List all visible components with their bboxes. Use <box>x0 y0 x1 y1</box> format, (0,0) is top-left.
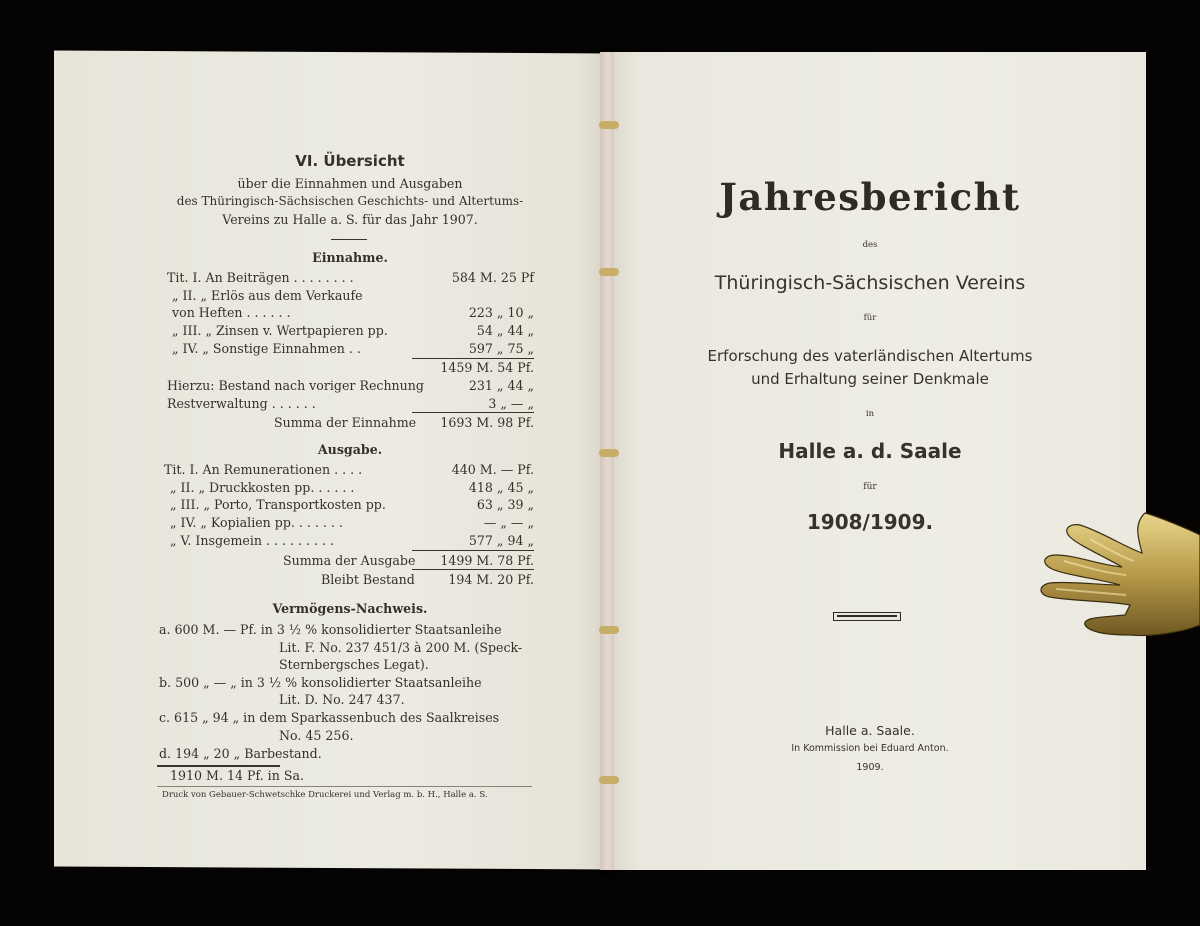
row-value: — „ — „ <box>483 515 534 530</box>
binding-stitch <box>599 121 619 129</box>
einnahme-heading: Einnahme. <box>312 250 388 265</box>
row-value: 3 „ — „ <box>488 396 534 411</box>
row-label: Tit. I. An Remunerationen . . . . <box>164 462 363 477</box>
vermoegen-line: Sternbergsches Legat). <box>279 657 429 672</box>
vermoegen-total: 1910 M. 14 Pf. in Sa. <box>170 768 304 783</box>
bestand-value: 194 M. 20 Pf. <box>448 572 534 587</box>
vermoegen-heading: Vermögens-Nachweis. <box>272 601 428 616</box>
left-book-page <box>54 51 610 870</box>
binding-stitch <box>599 776 619 784</box>
footer-rule <box>157 786 532 787</box>
row-value: 231 „ 44 „ <box>468 378 534 393</box>
intro-line: Vereins zu Halle a. S. für das Jahr 1907. <box>222 212 478 227</box>
vermoegen-line: No. 45 256. <box>279 728 354 743</box>
row-value: 223 „ 10 „ <box>468 305 534 320</box>
purpose-line: und Erhaltung seiner Denkmale <box>751 370 989 388</box>
vermoegen-line: c. 615 „ 94 „ in dem Sparkassenbuch des Saalkreises <box>159 710 500 725</box>
purpose-line: Erforschung des vaterländischen Altertums <box>707 347 1033 365</box>
row-label: „ II. „ Erlös aus dem Verkaufe <box>172 288 363 303</box>
sum-rule <box>412 358 534 359</box>
section-heading: VI. Übersicht <box>295 152 405 170</box>
row-label: „ IV. „ Kopialien pp. . . . . . . <box>170 515 343 530</box>
row-label: „ IV. „ Sonstige Einnahmen . . <box>172 341 361 356</box>
des-word: des <box>862 240 878 250</box>
fuer-word: für <box>863 313 877 323</box>
row-value: 597 „ 75 „ <box>468 341 534 356</box>
row-label: von Heften . . . . . . <box>172 305 291 320</box>
row-value: 418 „ 45 „ <box>468 480 534 495</box>
row-label: Restverwaltung . . . . . . <box>167 396 316 411</box>
vereins-name: Thüringisch-Sächsischen Vereins <box>714 272 1026 294</box>
printer-footer: Druck von Gebauer-Schwetschke Druckerei und Verlag m. b. H., Halle a. S. <box>162 790 488 800</box>
row-value: 584 M. 25 Pf <box>451 270 534 285</box>
summa-value: 1693 M. 98 Pf. <box>440 415 534 430</box>
binding-stitch <box>599 626 619 634</box>
bestand-label: Bleibt Bestand <box>321 572 415 587</box>
row-value: 577 „ 94 „ <box>468 533 534 548</box>
row-value: 54 „ 44 „ <box>476 323 534 338</box>
summa-label: Summa der Ausgabe <box>283 553 416 568</box>
row-label: Hierzu: Bestand nach voriger Rechnung <box>167 378 424 393</box>
vermoegen-line: a. 600 M. — Pf. in 3 ½ % konsolidierter Staatsanleihe <box>159 622 502 637</box>
subtotal-value: 1459 M. 54 Pf. <box>440 360 534 375</box>
summa-value: 1499 M. 78 Pf. <box>440 553 534 568</box>
row-value: 440 M. — Pf. <box>451 462 534 477</box>
years: 1908/1909. <box>806 510 934 534</box>
vermoegen-line: Lit. D. No. 247 437. <box>279 692 405 707</box>
page-title: Jahresbericht <box>719 175 1021 219</box>
intro-line: über die Einnahmen und Ausgaben <box>237 176 463 191</box>
city-name: Halle a. d. Saale <box>778 439 962 463</box>
row-label: Tit. I. An Beiträgen . . . . . . . . <box>167 270 354 285</box>
vermoegen-line: b. 500 „ — „ in 3 ½ % konsolidierter Staatsanleihe <box>159 675 482 690</box>
row-label: „ III. „ Zinsen v. Wertpapieren pp. <box>172 323 388 338</box>
imprint-year: 1909. <box>856 762 884 773</box>
imprint-commission: In Kommission bei Eduard Anton. <box>791 743 949 754</box>
sum-rule <box>412 412 534 413</box>
fuer-word: für <box>863 482 877 492</box>
imprint-city: Halle a. Saale. <box>825 723 915 738</box>
vermoegen-line: d. 194 „ 20 „ Barbestand. <box>159 746 322 761</box>
ornament-rule <box>833 612 901 621</box>
sum-rule <box>412 550 534 551</box>
ausgabe-heading: Ausgabe. <box>317 442 383 457</box>
brass-hand-paperweight <box>1030 505 1200 650</box>
intro-line: des Thüringisch-Sächsischen Geschichts- und Altertums- <box>176 194 524 208</box>
sum-rule <box>157 765 280 767</box>
sum-rule <box>412 569 534 570</box>
in-word: in <box>865 409 875 419</box>
row-value: 63 „ 39 „ <box>476 497 534 512</box>
row-label: „ II. „ Druckkosten pp. . . . . . <box>170 480 355 495</box>
summa-label: Summa der Einnahme <box>274 415 417 430</box>
divider <box>331 239 367 240</box>
vermoegen-line: Lit. F. No. 237 451/3 à 200 M. (Speck- <box>279 640 523 655</box>
row-label: „ V. Insgemein . . . . . . . . . <box>170 533 335 548</box>
row-label: „ III. „ Porto, Transportkosten pp. <box>170 497 386 512</box>
